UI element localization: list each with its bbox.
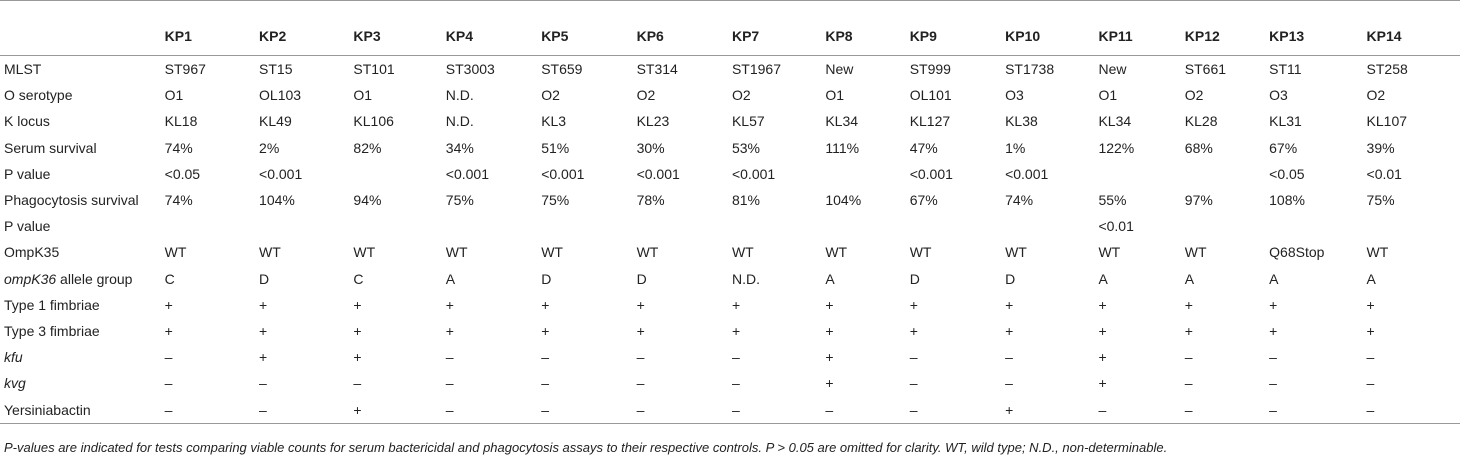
table-cell: + (636, 296, 645, 313)
table-cell: + (636, 322, 645, 339)
column-header-kp8: KP8 (825, 1, 909, 56)
row-label-text: kfu (4, 349, 23, 366)
table-cell: D (909, 270, 920, 287)
table-cell: WT (1005, 244, 1027, 261)
table-cell: + (1005, 296, 1014, 313)
table-cell: WT (1184, 244, 1207, 261)
table-cell: ST1738 (1005, 61, 1055, 78)
table-cell: A (1269, 270, 1279, 287)
table-header (0, 1, 1460, 56)
table-cell: – (637, 396, 732, 423)
table-cell (165, 213, 259, 239)
table-cell: + (909, 322, 918, 339)
table-cell: <0.001 (259, 165, 303, 182)
table-cell: WT (259, 244, 281, 261)
row-label (0, 187, 165, 213)
table-cell: 81% (731, 192, 760, 209)
table-cell: ST101 (353, 61, 395, 78)
table-cell: – (825, 396, 909, 423)
row-label-text: ompK36 (4, 270, 57, 287)
table-cell: New (825, 61, 854, 78)
table-cell: – (259, 375, 267, 392)
row-label-text: Type 1 fimbriae (4, 296, 100, 313)
table-cell: + (825, 349, 834, 366)
table-cell: D (1005, 270, 1016, 287)
table-cell: WT (1366, 244, 1389, 261)
table-cell: ST15 (259, 61, 293, 78)
table-cell: – (164, 375, 173, 392)
table-cell: ST1967 (731, 61, 782, 78)
table-row (0, 161, 1460, 187)
table-cell: O1 (164, 87, 184, 104)
table-cell: – (731, 349, 740, 366)
row-label (0, 56, 165, 83)
table-cell: – (541, 375, 549, 392)
table-cell: + (825, 296, 834, 313)
table-cell: A (1366, 270, 1376, 287)
table-cell: + (353, 296, 362, 313)
table-footnote: P-values are indicated for tests comparing viable counts for serum bactericidal and phagocytosis assays to their respective controls. P > 0.05 are omitted for clarity. WT, wild type; N.D., non-determinable. (4, 440, 1168, 455)
column-header-kp6: KP6 (637, 1, 732, 56)
table-cell: New (1098, 61, 1127, 78)
table-cell: + (1366, 322, 1375, 339)
table-cell: ST11 (1269, 61, 1302, 78)
table-cell: 108% (1269, 192, 1305, 209)
table-cell: – (1005, 375, 1013, 392)
table-cell: 1% (1005, 139, 1026, 156)
row-label-text: Phagocytosis survival (4, 192, 139, 209)
table-cell: O3 (1005, 87, 1024, 104)
row-label-text: Serum survival (4, 139, 97, 156)
table-cell: O2 (541, 87, 560, 104)
table-cell: – (541, 396, 636, 423)
table-cell: WT (731, 244, 754, 261)
column-header-kp3: KP3 (353, 1, 445, 56)
table-cell: O2 (1184, 87, 1204, 104)
table-cell: D (259, 270, 270, 287)
table-cell: 104% (259, 192, 295, 209)
table-cell: N.D. (731, 270, 760, 287)
column-header-kp2: KP2 (259, 1, 353, 56)
table-cell: + (353, 396, 445, 423)
table-row (0, 187, 1460, 213)
row-label (0, 213, 165, 239)
table-cell: + (164, 296, 173, 313)
table-cell: + (1098, 375, 1107, 392)
table-cell: + (825, 375, 834, 392)
table-cell: – (541, 349, 549, 366)
table-cell: 82% (353, 139, 382, 156)
row-label-text: Type 3 fimbriae (4, 322, 100, 339)
column-header-kp9: KP9 (910, 1, 1005, 56)
table-cell: 75% (445, 192, 474, 209)
table-cell: + (825, 322, 834, 339)
table-cell: – (636, 349, 645, 366)
table-cell: C (164, 270, 175, 287)
table-cell: ST967 (164, 61, 206, 78)
table-cell: KL28 (1184, 113, 1218, 130)
row-label-text: Yersiniabactin (4, 401, 91, 418)
table-cell: WT (445, 244, 468, 261)
table-cell: O2 (1366, 87, 1386, 104)
table-cell: OL101 (909, 87, 952, 104)
table-cell: D (636, 270, 647, 287)
table-row (0, 135, 1460, 161)
table-cell: A (1098, 270, 1108, 287)
table-cell: ST999 (909, 61, 951, 78)
table-row (0, 292, 1460, 318)
table-row (0, 266, 1460, 292)
table-cell (637, 213, 732, 239)
table-cell: <0.001 (909, 165, 953, 182)
table-cell: + (445, 322, 454, 339)
table-cell: – (909, 349, 918, 366)
table-cell (1005, 213, 1098, 239)
table-cell: + (1366, 296, 1375, 313)
table-cell: ST3003 (445, 61, 495, 78)
table-cell: + (259, 296, 268, 313)
table-cell: WT (353, 244, 376, 261)
table-cell: <0.05 (1269, 165, 1305, 182)
table-cell: – (636, 375, 645, 392)
table-cell: WT (909, 244, 932, 261)
table-cell: 55% (1098, 192, 1127, 209)
table-cell: ST258 (1366, 61, 1408, 78)
table-cell (1098, 161, 1184, 187)
table-cell: – (731, 375, 740, 392)
table-cell: – (1005, 349, 1013, 366)
table-cell: – (1098, 396, 1184, 423)
table-row (0, 108, 1460, 134)
table-cell: – (445, 375, 454, 392)
table-cell: 94% (353, 192, 382, 209)
table-cell: 30% (636, 139, 665, 156)
table-cell: 78% (636, 192, 665, 209)
table-cell: O1 (1098, 87, 1118, 104)
table-cell: + (1098, 322, 1107, 339)
table-cell: ST314 (636, 61, 678, 78)
row-label (0, 344, 165, 370)
table-cell: 111% (825, 139, 860, 156)
table-cell: + (1005, 396, 1098, 423)
table-cell: + (731, 296, 741, 313)
header-row (0, 1, 1460, 56)
table-cell (446, 213, 541, 239)
table-cell: – (165, 396, 259, 423)
table-cell (541, 213, 636, 239)
row-label-text: OmpK35 (4, 244, 60, 261)
table-cell (259, 213, 353, 239)
column-header-kp14: KP14 (1367, 1, 1460, 56)
table-cell: WT (636, 244, 659, 261)
table-cell: WT (1098, 244, 1121, 261)
table-cell: + (259, 349, 268, 366)
table-cell: – (353, 375, 362, 392)
row-label (0, 266, 165, 292)
table-cell (353, 213, 445, 239)
table-cell: + (445, 296, 454, 313)
header-corner (0, 1, 165, 56)
table-cell: – (1184, 375, 1193, 392)
table-cell: <0.001 (731, 165, 776, 182)
table-cell: – (259, 396, 353, 423)
table-cell: 39% (1366, 139, 1395, 156)
table-cell: – (1269, 349, 1277, 366)
table-cell: + (1269, 322, 1278, 339)
table-cell: 75% (541, 192, 570, 209)
table-cell: – (1366, 349, 1375, 366)
table-cell: + (259, 322, 268, 339)
table-cell: + (541, 296, 550, 313)
row-label-text: P value (4, 165, 51, 182)
table-cell: KL3 (541, 113, 567, 130)
row-label (0, 370, 165, 396)
table-cell: KL31 (1269, 113, 1302, 130)
table-cell: + (1098, 296, 1107, 313)
table-cell: – (1367, 396, 1460, 423)
table-cell: WT (541, 244, 563, 261)
table-cell: 74% (1005, 192, 1034, 209)
table-cell: 104% (825, 192, 862, 209)
row-label (0, 396, 165, 423)
table-cell: <0.001 (541, 165, 585, 182)
table-cell: Q68Stop (1269, 244, 1325, 261)
table-cell: – (1184, 349, 1193, 366)
table-cell: KL23 (636, 113, 670, 130)
table-cell: KL106 (353, 113, 394, 130)
table-body (0, 56, 1460, 424)
table-row (0, 82, 1460, 108)
table-cell: – (1366, 375, 1375, 392)
row-label (0, 82, 165, 108)
table-cell: KL57 (731, 113, 765, 130)
table-cell: + (1184, 322, 1193, 339)
table-cell: <0.001 (445, 165, 490, 182)
row-label-text: MLST (4, 61, 42, 78)
table-cell (1185, 161, 1269, 187)
table-cell: – (1269, 396, 1366, 423)
table-cell: A (445, 270, 456, 287)
table-cell: O3 (1269, 87, 1288, 104)
table-cell: 97% (1184, 192, 1213, 209)
table-cell: WT (825, 244, 848, 261)
table-cell: + (1269, 296, 1278, 313)
table-cell (1367, 213, 1460, 239)
table-row (0, 213, 1460, 239)
column-header-kp10: KP10 (1005, 1, 1098, 56)
table-cell: A (1184, 270, 1195, 287)
table-cell: O2 (636, 87, 656, 104)
table-cell: O1 (825, 87, 845, 104)
table-cell: OL103 (259, 87, 302, 104)
column-header-kp7: KP7 (732, 1, 825, 56)
table-cell: O2 (731, 87, 751, 104)
table-cell: <0.001 (1005, 165, 1049, 182)
table-cell: 53% (731, 139, 760, 156)
table-cell (825, 161, 909, 187)
table-cell: WT (164, 244, 187, 261)
table-row (0, 318, 1460, 344)
row-label-suffix: allele group (56, 270, 133, 287)
table-row (0, 344, 1460, 370)
table-cell: 47% (909, 139, 938, 156)
table-cell: N.D. (445, 87, 474, 104)
table-cell: C (353, 270, 364, 287)
table-cell: <0.01 (1098, 218, 1134, 235)
table-cell (910, 213, 1005, 239)
table-cell: + (731, 322, 741, 339)
table-cell: 34% (445, 139, 474, 156)
table-cell: – (910, 396, 1005, 423)
row-label (0, 318, 165, 344)
column-header-kp1: KP1 (165, 1, 259, 56)
table-cell: ST659 (541, 61, 583, 78)
row-label-text: kvg (4, 375, 26, 392)
table-row (0, 239, 1460, 265)
table-cell: – (445, 349, 454, 366)
table-cell: KL18 (164, 113, 198, 130)
table-cell: 75% (1366, 192, 1395, 209)
table-cell: + (541, 322, 550, 339)
table-cell: D (541, 270, 552, 287)
table-cell: 51% (541, 139, 570, 156)
table-cell: + (909, 296, 918, 313)
row-label (0, 161, 165, 187)
table-cell (732, 213, 825, 239)
row-label (0, 239, 165, 265)
table-cell: <0.05 (164, 165, 201, 182)
table-cell (1269, 213, 1366, 239)
table-cell: – (909, 375, 918, 392)
column-header-kp5: KP5 (541, 1, 636, 56)
row-label (0, 135, 165, 161)
table-row (0, 370, 1460, 396)
table-cell: + (353, 322, 362, 339)
table-cell: 122% (1098, 139, 1135, 156)
column-header-kp12: KP12 (1185, 1, 1269, 56)
row-label (0, 108, 165, 134)
table-cell: + (1184, 296, 1193, 313)
row-label (0, 292, 165, 318)
table-cell: 67% (909, 192, 938, 209)
table-cell: N.D. (445, 113, 474, 130)
table-cell: – (1185, 396, 1269, 423)
column-header-kp13: KP13 (1269, 1, 1366, 56)
table-cell: KL38 (1005, 113, 1038, 130)
table-cell: KL127 (909, 113, 951, 130)
row-label-text: O serotype (4, 87, 73, 104)
table-row (0, 56, 1460, 83)
table-cell: – (446, 396, 541, 423)
table-cell: KL107 (1366, 113, 1408, 130)
row-label-text: P value (4, 218, 51, 235)
table-cell: 68% (1184, 139, 1213, 156)
table-cell: + (353, 349, 362, 366)
column-header-kp11: KP11 (1098, 1, 1184, 56)
table-cell: + (164, 322, 173, 339)
table-cell: <0.001 (636, 165, 680, 182)
table-cell: 74% (164, 139, 193, 156)
row-label-text: K locus (4, 113, 50, 130)
table-cell (353, 161, 445, 187)
table-cell: – (1269, 375, 1277, 392)
table-cell: A (825, 270, 835, 287)
table-cell: – (732, 396, 825, 423)
table-cell: ST661 (1184, 61, 1227, 78)
table-cell: KL34 (825, 113, 859, 130)
column-header-kp4: KP4 (446, 1, 541, 56)
table-cell: O1 (353, 87, 373, 104)
table-cell: KL34 (1098, 113, 1132, 130)
table-row (0, 396, 1460, 423)
table-cell: – (164, 349, 173, 366)
table-cell: <0.01 (1366, 165, 1402, 182)
table-cell: 67% (1269, 139, 1298, 156)
table-cell: 2% (259, 139, 280, 156)
table-cell: KL49 (259, 113, 292, 130)
table-cell: + (1005, 322, 1014, 339)
table-cell: 74% (164, 192, 193, 209)
table-cell: + (1098, 349, 1107, 366)
table-cell (825, 213, 909, 239)
table-cell (1185, 213, 1269, 239)
